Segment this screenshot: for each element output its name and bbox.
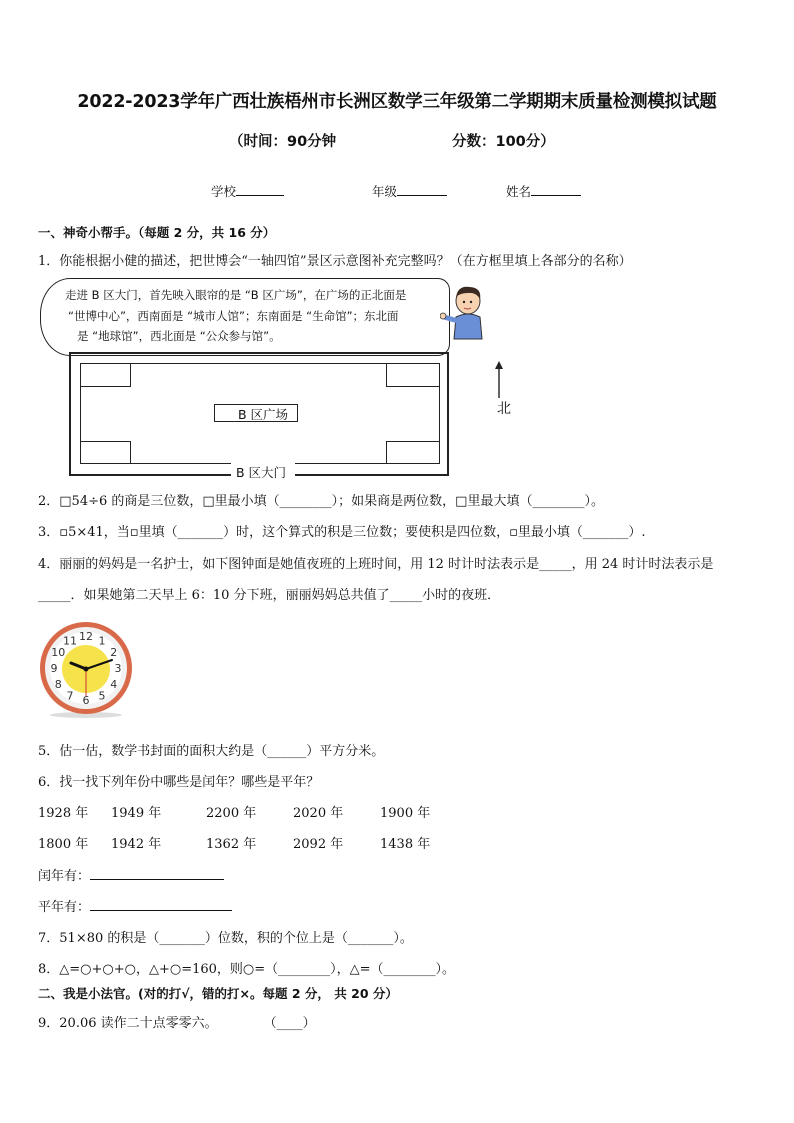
- map-box-southeast[interactable]: [386, 441, 440, 464]
- clock-number: 8: [54, 678, 62, 691]
- question-5: 5．估一估，数学书封面的面积大约是（______）平方分米。: [38, 744, 385, 759]
- exam-time: （时间：90分钟: [229, 134, 337, 150]
- name-field: [506, 182, 581, 200]
- common-year-label: 平年有：: [38, 900, 91, 915]
- north-arrow-icon: [492, 360, 506, 400]
- clock-number: 11: [63, 634, 77, 648]
- year-1800: 1800 年: [38, 837, 89, 852]
- grade-label: 年级: [372, 184, 398, 199]
- question-9: [38, 1012, 316, 1031]
- name-label: 姓名: [506, 184, 532, 199]
- name-blank: [531, 182, 581, 196]
- year-2092: 2092 年: [293, 837, 344, 852]
- year-2200: 2200 年: [206, 806, 257, 821]
- bubble-line-3: 是 “地球馆”，西北面是 “公众参与馆”。: [77, 329, 281, 343]
- question-2: 2．□54÷6 的商是三位数，□里最小填（________）；如果商是两位数，□里最大填（________）。: [38, 494, 604, 509]
- page-title: 2022-2023学年广西壮族梧州市长洲区数学三年级第二学期期末质量检测模拟试题: [77, 92, 717, 112]
- school-field: [211, 182, 284, 200]
- section1-heading: 一、神奇小帮手。（每题 2 分，共 16 分）: [38, 225, 276, 240]
- leap-year-label: 闰年有：: [38, 869, 91, 884]
- school-label: 学校: [211, 184, 237, 199]
- exam-score: 分数：100分）: [452, 134, 555, 150]
- bubble-line-2: “世博中心”，西南面是 “城市人馆”；东南面是 “生命馆”；东北面: [68, 308, 399, 323]
- speech-bubble: [40, 278, 450, 356]
- common-year-answer: [38, 896, 232, 915]
- year-1928: 1928 年: [38, 806, 89, 821]
- north-label: 北: [497, 401, 511, 417]
- map-plaza-label: B 区广场: [238, 407, 289, 422]
- clock-number: 7: [66, 689, 74, 703]
- year-2020: 2020 年: [293, 806, 344, 821]
- leap-year-blank[interactable]: [90, 866, 224, 880]
- clock-number: 5: [98, 689, 106, 703]
- clock-number: 12: [79, 630, 93, 643]
- clock-number: 6: [82, 694, 90, 707]
- year-1900: 1900 年: [380, 806, 431, 821]
- map-gate-label: B 区大门: [236, 465, 287, 480]
- school-blank: [236, 182, 284, 196]
- question-7: 7．51×80 的积是（_______）位数，积的个位上是（_______）。: [38, 931, 413, 946]
- map-box-northwest[interactable]: [80, 363, 131, 387]
- year-1438: 1438 年: [380, 837, 431, 852]
- clock-number: 4: [110, 678, 118, 691]
- common-year-blank[interactable]: [90, 897, 232, 911]
- year-1362: 1362 年: [206, 837, 257, 852]
- clock-number: 9: [50, 662, 58, 675]
- clock-icon: [38, 618, 134, 718]
- speech-bubble-text: [65, 285, 406, 347]
- question-4-line-1: 4．丽丽的妈妈是一名护士，如下图钟面是她值夜班的上班时间，用 12 时计时法表示是_____，用 24 时计时法表示是: [38, 557, 714, 572]
- section2-heading: 二、我是小法官。(对的打√，错的打×。每题 2 分， 共 20 分）: [38, 986, 398, 1001]
- question-9-blank: （____）: [263, 1016, 316, 1031]
- clock-number: 3: [114, 662, 122, 675]
- bubble-line-1: 走进 B 区大门，首先映入眼帘的是 “B 区广场”，在广场的正北面是: [65, 288, 407, 302]
- map-box-southwest[interactable]: [80, 441, 131, 464]
- question-8: 8．△=○+○+○，△+○=160，则○=（________），△=（________）。: [38, 962, 456, 977]
- clock-number: 1: [98, 634, 106, 648]
- grade-field: [372, 182, 447, 200]
- question-9-text: 9．20.06 读作二十点零零六。: [38, 1016, 218, 1031]
- question-4-line-2: _____．如果她第二天早上 6：10 分下班，丽丽妈妈总共值了_____小时的夜班．: [38, 588, 501, 603]
- question-6: 6．找一找下列年份中哪些是闰年？哪些是平年？: [38, 775, 320, 790]
- boy-illustration-icon: [440, 283, 492, 341]
- year-1949: 1949 年: [111, 806, 162, 821]
- clock-number: 2: [110, 646, 118, 659]
- question-3: 3．▫5×41，当▫里填（_______）时，这个算式的积是三位数；要使积是四位数，▫里最小填（_______）.: [38, 525, 646, 540]
- clock-number: 10: [51, 646, 66, 659]
- question-1: 1．你能根据小健的描述，把世博会“一轴四馆”景区示意图补充完整吗？（在方框里填上各部分的名称）: [38, 254, 632, 269]
- leap-year-answer: [38, 865, 224, 884]
- map-box-northeast[interactable]: [386, 363, 440, 387]
- year-1942: 1942 年: [111, 837, 162, 852]
- grade-blank: [397, 182, 447, 196]
